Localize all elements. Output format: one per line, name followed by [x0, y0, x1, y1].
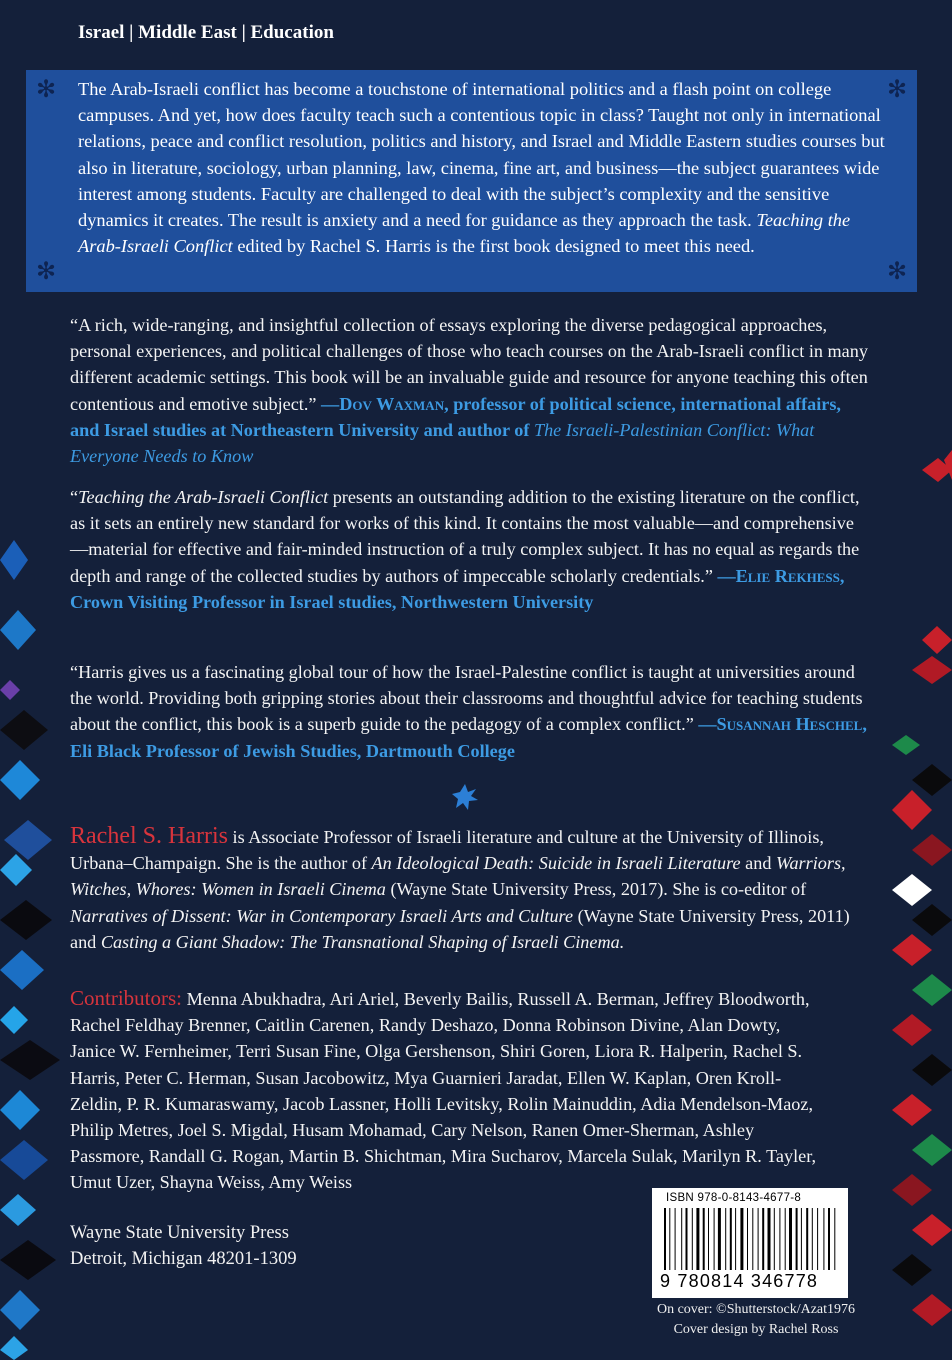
endorsement-heschel: [70, 659, 870, 764]
quote-text: presents an outstanding addition to the existing literature on the conflict, as it sets an entirely new standard for works of this kind. It contains the most valuable—and comprehensive—material for effective and fair-minded instruction of a truly complex subject. It has no equal as regards the depth and range of the collected studies by authors of impeccable scholarly credentials.”: [70, 487, 860, 586]
publisher-address: [70, 1220, 297, 1272]
attribution-dash: —: [717, 565, 736, 586]
barcode-bar: [714, 1208, 715, 1270]
book-title: Warriors, Witches, Whores: Women in Israeli Cinema: [70, 853, 846, 900]
barcode-bar: [730, 1208, 732, 1270]
barcode-bar: [747, 1208, 748, 1270]
barcode-bar: [828, 1208, 830, 1270]
description-box: [26, 70, 917, 292]
attribution-name: Susannah Heschel: [716, 714, 863, 735]
quote-text: “A rich, wide-ranging, and insightful collection of essays exploring the diverse pedagogical approaches, personal experiences, and political challenges of those who teach courses on the Arab-Israeli conflict in many different academic settings. This book will be an invaluable guide and resource for anyone teaching this often contentious and emotive subject.”: [70, 315, 868, 414]
left-geometric-pattern: [0, 540, 60, 1360]
barcode-bar: [740, 1208, 743, 1270]
barcode-bar: [768, 1208, 771, 1270]
bio-text: is Associate Professor of Israeli literature and culture at the University of Illinois, Urbana–Champaign. She is the author of: [70, 827, 824, 874]
barcode-bar: [692, 1208, 693, 1270]
barcode-bar: [664, 1208, 666, 1270]
barcode-bar: [806, 1208, 808, 1270]
barcode-bar: [696, 1208, 699, 1270]
isbn-digits: 9 780814 346778: [660, 1271, 819, 1291]
isbn-label: ISBN 978-0-8143-4677-8: [666, 1192, 802, 1204]
attribution-affiliation: , professor of political science, international affairs, and Israel studies at Northeastern University and author of: [70, 393, 841, 440]
barcode-bar: [789, 1208, 792, 1270]
category-line: Israel | Middle East | Education: [78, 22, 334, 43]
endorsement-waxman: [70, 312, 870, 469]
cover-design-credit: Cover design by Rachel Ross: [673, 1322, 839, 1337]
corner-ornament-icon: ✻: [35, 77, 57, 103]
bio-text: (Wayne State University Press, 2017). She is co-editor of: [385, 879, 807, 900]
corner-ornament-icon: ✻: [886, 259, 908, 285]
attribution-affiliation: , Eli Black Professor of Jewish Studies, Dartmouth College: [70, 714, 867, 761]
attribution-dash: —: [698, 714, 717, 735]
barcode-bar: [817, 1208, 818, 1270]
barcode-bar: [823, 1208, 824, 1270]
star-divider-icon: [452, 784, 478, 810]
barcode-bar: [669, 1208, 670, 1270]
editor-name: Rachel S. Harris: [70, 823, 228, 849]
barcode-bar: [762, 1208, 764, 1270]
endorsement-rekhess: “Teaching the Arab-Israeli Conflict presents an outstanding addition to the existing literature on the conflict, as it sets an entirely new standard for works of this kind. It contains the most valuable—and comprehensive—material for effective and fair-minded instruction of a truly complex subject. It has no equal as regards the depth and range of the collected studies by authors of impeccable scholarly credentials.” —Elie Rekhess, Crown Visiting Professor in Israel studies, Northwestern University: [70, 487, 860, 612]
publisher-name: Wayne State University Press: [70, 1223, 289, 1243]
attribution-dash: —: [321, 393, 340, 414]
description-text: [78, 76, 887, 259]
publisher-city: Detroit, Michigan 48201-1309: [70, 1249, 297, 1269]
book-title: Narratives of Dissent: War in Contemporary Israeli Arts and Culture: [70, 905, 574, 926]
barcode-bar: [725, 1208, 726, 1270]
bio-text: and: [740, 853, 776, 874]
barcode-bar: [681, 1208, 682, 1270]
barcode-bar: [785, 1208, 786, 1270]
barcode-bar: [801, 1208, 802, 1270]
book-title: An Ideological Death: Suicide in Israeli Literature: [371, 853, 741, 874]
barcode-bar: [703, 1208, 705, 1270]
barcode-bar: [675, 1208, 676, 1270]
attribution-affiliation: , Crown Visiting Professor in Israel studies, Northwestern University: [70, 565, 845, 612]
cover-credits: [646, 1300, 866, 1340]
bio-text: (Wayne State University Press, 2011) and: [70, 905, 850, 952]
barcode-bar: [812, 1208, 813, 1270]
contributors-label: Contributors:: [70, 986, 183, 1010]
contributors-names: Menna Abukhadra, Ari Ariel, Beverly Bailis, Russell A. Berman, Jeffrey Bloodworth, Rachel Feldhay Brenner, Caitlin Carenen, Randy Deshazo, Donna Robinson Divine, Alan Dowty, Janice W. Fernheimer, Terri Susan Fine, Olga Gershenson, Shiri Goren, Liora R. Halperin, Rachel S. Harris, Peter C. Herman, Susan Jacobowitz, Mya Guarnieri Jaradat, Ellen W. Kaplan, Oren Kroll-Zeldin, P. R. Kumaraswamy, Jacob Lassner, Holli Levitsky, Rolin Mainuddin, Adia Mendelson-Maoz, Philip Metres, Joel S. Migdal, Husam Mohamad, Cary Nelson, Ranen Omer-Sherman, Ashley Passmore, Randall G. Rogan, Martin B. Shichtman, Mira Sucharov, Marcela Sulak, Marilyn R. Tayler, Umut Uzer, Shayna Weiss, Amy Weiss: [70, 989, 817, 1193]
editor-bio: [70, 823, 860, 955]
barcode-bar: [708, 1208, 709, 1270]
barcode-bars: [662, 1208, 842, 1272]
book-title: Teaching the Arab-Israeli Conflict: [78, 210, 851, 257]
barcode-bar: [834, 1208, 835, 1270]
corner-ornament-icon: ✻: [886, 77, 908, 103]
barcode-bar: [796, 1208, 798, 1270]
corner-ornament-icon: ✻: [35, 259, 57, 285]
description-end: edited by Rachel S. Harris is the first book designed to meet this need.: [232, 236, 755, 257]
isbn-barcode: [652, 1188, 848, 1298]
right-geometric-pattern: [892, 450, 952, 1360]
barcode-bar: [735, 1208, 736, 1270]
barcode-bar: [779, 1208, 780, 1270]
attribution-name: Dov Waxman: [339, 393, 445, 414]
description-body: The Arab-Israeli conflict has become a touchstone of international politics and a flash point on college campuses. And yet, how does faculty teach such a contentious topic in class? Taught not only in international relations, peace and conflict resolution, politics and history, and Israel and Middle Eastern studies courses but also in literature, sociology, urban planning, law, cinema, fine art, and business—the subject guarantees wide interest among students. Faculty are challenged to deal with the subject’s complexity and the sensitive dynamics it creates. The result is anxiety and a need for guidance as they approach the task.: [78, 79, 885, 231]
barcode-bar: [718, 1208, 721, 1270]
barcode-bar: [752, 1208, 753, 1270]
book-title: Casting a Giant Shadow: The Transnational Shaping of Israeli Cinema.: [100, 931, 625, 952]
contributors-list: [70, 985, 830, 1196]
barcode-bar: [774, 1208, 775, 1270]
book-title: Teaching the Arab-Israeli Conflict: [78, 487, 329, 507]
quote-text: “Harris gives us a fascinating global tour of how the Israel-Palestine conflict is taught at universities around the world. Providing both gripping stories about their classrooms and thoughtful advice for teaching students about the conflict, this book is a superb guide to the pedagogy of a complex conflict.”: [70, 662, 863, 735]
attribution-name: Elie Rekhess: [735, 565, 840, 586]
barcode-bar: [686, 1208, 688, 1270]
attribution-book-title: The Israeli-Palestinian Conflict: What Everyone Needs to Know: [70, 419, 815, 467]
cover-image-credit: On cover: ©Shutterstock/Azat1976: [656, 1302, 856, 1317]
barcode-bar: [758, 1208, 759, 1270]
